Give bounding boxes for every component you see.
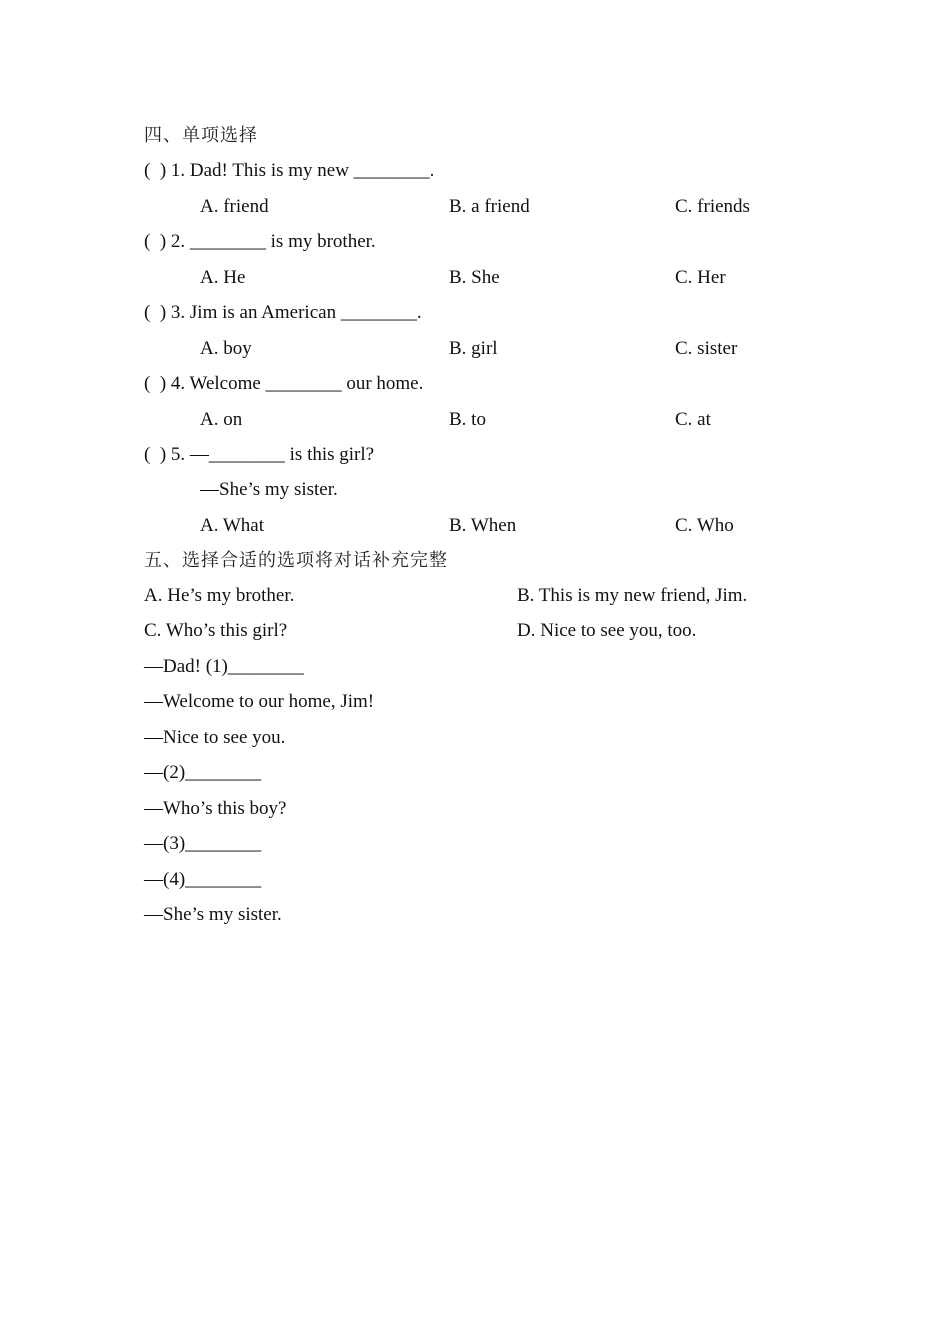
dialogue-line: —Who’s this boy? [144, 798, 287, 819]
question-2-option-a: A. He [200, 267, 246, 288]
question-4-option-b: B. to [449, 409, 486, 430]
question-3-option-c: C. sister [675, 338, 738, 359]
dialogue-line: —She’s my sister. [144, 904, 282, 925]
question-1-option-c: C. friends [675, 196, 750, 217]
question-2-option-b: B. She [449, 267, 500, 288]
question-5-option-a: A. What [200, 515, 265, 536]
question-5-option-b: B. When [449, 515, 517, 536]
section4-heading: 四、单项选择 [144, 125, 258, 146]
question-5-answer-line: —She’s my sister. [200, 479, 338, 500]
dialogue-choice-d: D. Nice to see you, too. [517, 620, 697, 641]
question-5-option-c: C. Who [675, 515, 734, 536]
question-1-option-b: B. a friend [449, 196, 530, 217]
dialogue-line: —Welcome to our home, Jim! [144, 691, 375, 712]
section5-heading: 五、选择合适的选项将对话补充完整 [144, 550, 448, 571]
question-4-stem: ( ) 4. Welcome ________ our home. [144, 373, 424, 394]
dialogue-choice-a: A. He’s my brother. [144, 585, 295, 606]
question-3-stem: ( ) 3. Jim is an American ________. [144, 302, 422, 323]
question-3-option-a: A. boy [200, 338, 252, 359]
question-4-option-c: C. at [675, 409, 711, 430]
dialogue-line: —(3)________ [144, 833, 262, 854]
dialogue-line: —Nice to see you. [144, 727, 286, 748]
question-3-option-b: B. girl [449, 338, 498, 359]
question-5-stem: ( ) 5. —________ is this girl? [144, 444, 375, 465]
dialogue-line: —Dad! (1)________ [144, 656, 304, 677]
question-1-option-a: A. friend [200, 196, 269, 217]
dialogue-line: —(4)________ [144, 869, 262, 890]
dialogue-choice-c: C. Who’s this girl? [144, 620, 288, 641]
dialogue-line: —(2)________ [144, 762, 262, 783]
question-1-stem: ( ) 1. Dad! This is my new ________. [144, 160, 435, 181]
dialogue-choice-b: B. This is my new friend, Jim. [517, 585, 748, 606]
question-2-option-c: C. Her [675, 267, 726, 288]
question-2-stem: ( ) 2. ________ is my brother. [144, 231, 376, 252]
question-4-option-a: A. on [200, 409, 243, 430]
